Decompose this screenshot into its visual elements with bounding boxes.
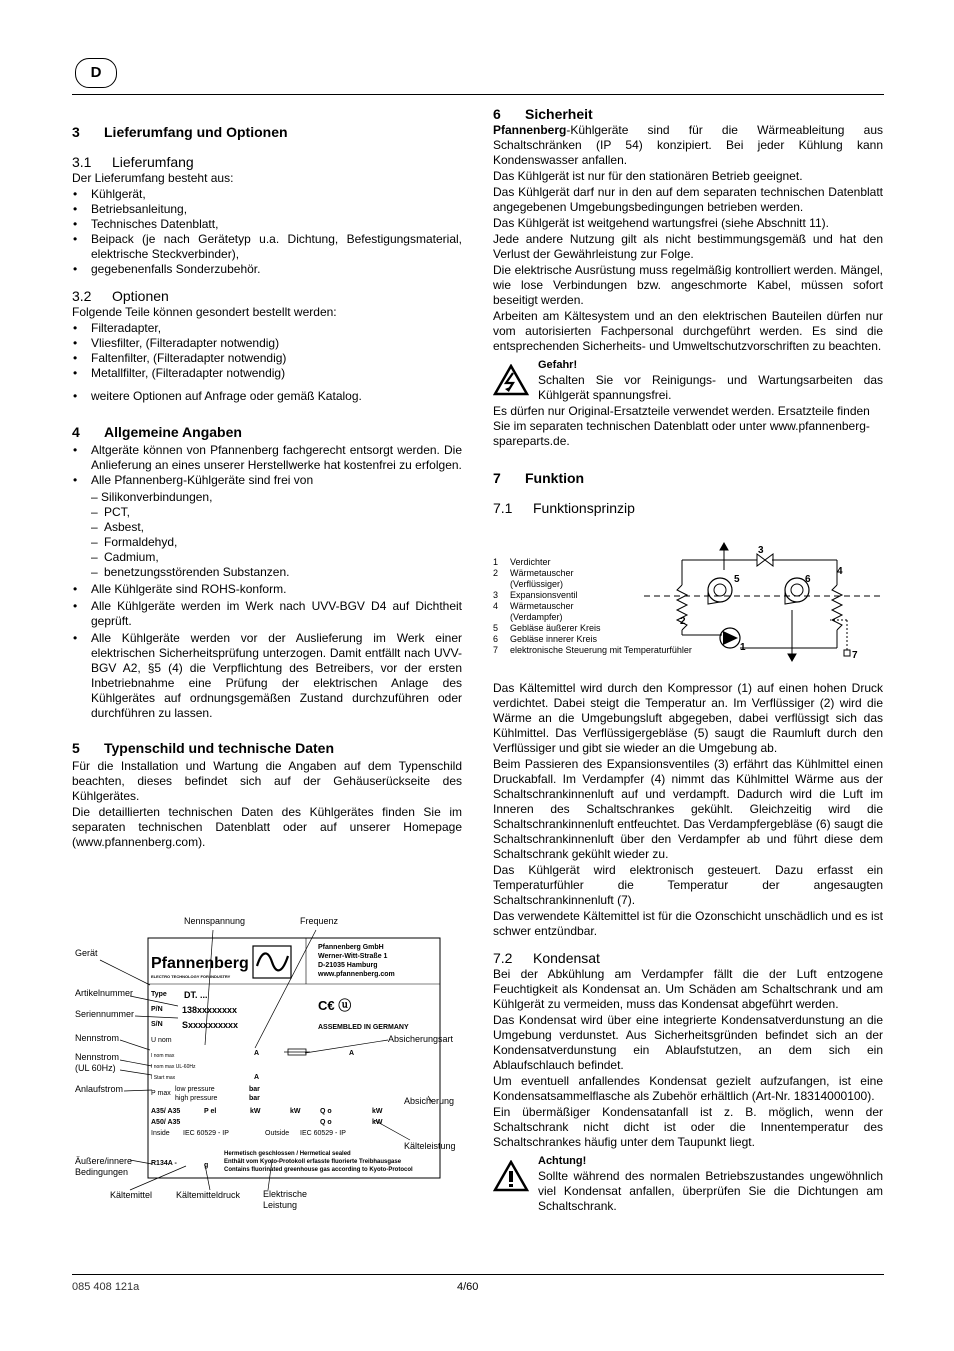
list-item: – PCT, <box>91 505 462 520</box>
section-3-2-heading: 3.2 Optionen <box>72 288 169 304</box>
plate-unit-a: A <box>254 1074 260 1081</box>
list-item: • Alle Kühlgeräte werden vor der Auslieferung im Werk einer elektrischen Sicherheitsprüfung unterzogen. Damit entfällt nach UVV-BGV A2, §5 (4) die Verpflichtung des Betreibers, vor der ersten Inbetriebnahme eine Prüfung der elektrischen Anlage des Kühlgerätes auf ordnungsgemäßen Zustand durchzuführen oder durchführen zu lassen. <box>72 631 462 721</box>
options-list <box>72 321 462 404</box>
section-5-heading: 5 Typenschild und technische Daten <box>72 740 335 756</box>
plate-type-value: DT. ... <box>184 990 208 1000</box>
plate-p-el: P el <box>204 1108 217 1115</box>
plate-high-pressure: high pressure <box>175 1095 218 1102</box>
callout-nennstrom: Nennstrom <box>75 1033 120 1043</box>
list-item: • Altgeräte können von Pfannenberg fachgerecht entsorgt werden. Die Anlieferung an eines unserer Herstellwerke hat kostenfrei zu erfolgen. <box>72 443 462 473</box>
plate-u-nom: U nom <box>151 1037 172 1044</box>
list-item: – Formaldehyd, <box>91 535 462 550</box>
plate-iec-outside: IEC 60529 - IP <box>300 1130 346 1137</box>
plate-company-line: www.pfannenberg.com <box>318 971 395 978</box>
plate-unit-kw: kW <box>290 1108 301 1115</box>
plate-unit-bar: bar <box>249 1086 260 1093</box>
callout-nennstrom-ul: Nennstrom (UL 60Hz) <box>75 1052 120 1073</box>
list-item: • Beipack (je nach Gerätetyp u.a. Dichtung, Befestigungsmaterial, elektrische Steckverbinder), <box>72 232 462 262</box>
section-6-paragraph: Es dürfen nur Original-Ersatzteile verwendet werden. Ersatzteile finden Sie im separaten technischen Datenblatt oder unter www.pfannenberg-spareparts.de. <box>493 404 870 448</box>
callout-geraet: Gerät <box>75 948 98 958</box>
section-6-paragraph: Das Kühlgerät ist weitgehend wartungsfrei (siehe Abschnitt 11). <box>493 216 829 230</box>
plate-hermetic: Contains fluorinated greenhouse gas according to Kyoto-Protocol <box>224 1167 413 1173</box>
plate-a35: A35/ A35 <box>151 1108 181 1115</box>
plate-g: g <box>204 1162 209 1169</box>
diagram-label-5: 5 <box>734 574 740 585</box>
warning-icon <box>493 1160 529 1192</box>
list-item: • Kühlgerät, <box>72 187 462 202</box>
general-info-list <box>72 443 462 505</box>
section-7-1-paragraph: Das Kältemittel wird durch den Kompressor (1) auf einen hohen Druck verdichtet. Dabei steigt die Temperatur an. Im Verflüssiger (2) wird die Wärme an die Umgebungsluft abgegeben, dabei verflüssigt sich das Kühlmittel. Das Verflüssigergebläse (5) saugt die Raumluft durch den Verflüssiger und gibt sie wieder an die Umgebung ab. <box>493 681 883 755</box>
plate-unit-a: A <box>254 1050 260 1057</box>
plate-inside: Inside <box>151 1130 170 1137</box>
legend-item: 6 Gebläse innerer Kreis <box>493 634 598 644</box>
section-7-2-paragraph: Bei der Abkühlung am Verdampfer fällt die der Luft entzogene Feuchtigkeit als Kondensat an. Um Schäden am Schaltschrank und am Kühlgerät zu vermeiden, muss das Kondensat abgeführt werden. <box>493 967 883 1011</box>
section-6-paragraph: Pfannenberg-Kühlgeräte sind für die Wärmeableitung aus Schaltschränken (IP 54) konzipiert. Bei jeder Kühlung kann Kondenswasser anfallen. <box>493 123 883 167</box>
plate-p-max: P max <box>151 1090 171 1097</box>
plate-assembled: ASSEMBLED IN GERMANY <box>318 1024 409 1031</box>
diagram-label-3: 3 <box>758 545 764 556</box>
section-7-2-heading: 7.2 Kondensat <box>493 950 600 966</box>
plate-company-line: Pfannenberg GmbH <box>318 944 384 951</box>
callout-kaelteleistung: Kälteleistung <box>404 1141 456 1151</box>
right-column-continued <box>493 681 883 1215</box>
caution-title: Achtung! <box>538 1155 587 1167</box>
section-3-2-intro: Folgende Teile können gesondert bestellt werden: <box>72 305 337 319</box>
diagram-label-4: 4 <box>837 566 843 577</box>
plate-unit-kw: kW <box>250 1108 261 1115</box>
legend-item: 4 Wärmetauscher (Verdampfer) <box>493 601 574 622</box>
plate-brand: Pfannenberg <box>151 955 249 972</box>
section-3-heading: 3 Lieferumfang und Optionen <box>72 124 288 140</box>
list-item: • Alle Kühlgeräte sind ROHS-konform. <box>72 582 462 597</box>
language-badge: D <box>75 58 117 88</box>
substances-list <box>72 505 462 580</box>
callout-seriennummer: Seriennummer <box>75 1009 135 1019</box>
plate-refrigerant: R134A - <box>151 1160 177 1167</box>
section-5-paragraph: Für die Installation und Wartung die Angaben auf dem Typenschild beachten, dieses befindet sich auf der Gehäuserückseite des Kühlgerätes. <box>72 759 462 803</box>
callout-absicherungsart: Absicherungsart <box>388 1034 454 1044</box>
legend-item: 7 elektronische Steuerung mit Temperaturfühler <box>493 645 692 655</box>
plate-brand-tagline: ELECTRO TECHNOLOGY FOR INDUSTRY <box>151 974 231 979</box>
caution-text: Sollte während des normalen Betriebszustandes ungewöhnlich viel Kondensat anfallen, überprüfen Sie die Dichtungen am Schaltschrank. <box>538 1169 883 1213</box>
plate-i-nom-max: I nom max <box>151 1053 175 1059</box>
plate-hermetic: Hermetisch geschlossen / Hermetical sealed <box>224 1151 351 1157</box>
sub-item: – Silikonverbindungen, <box>91 490 213 504</box>
section-7-2-paragraph: Das Kondensat wird über eine integrierte Kondensatverdunstung an die Umgebung verdunstet. Aus Sicherheitsgründen befindet sich an der Kondensatverdunstung ein Ablaufstutzen, an dem sich ein Ablaufschlauch befindet. <box>493 1013 883 1072</box>
plate-unit-bar: bar <box>249 1095 260 1102</box>
plate-pn-value: 138xxxxxxxx <box>182 1005 238 1015</box>
danger-note <box>493 358 883 404</box>
list-item: – benetzungsstörenden Substanzen. <box>91 565 462 580</box>
plate-hermetic: Enthält vom Kyoto-Protokoll erfasste fluorierte Treibhausgase <box>224 1159 402 1165</box>
list-item: • weitere Optionen auf Anfrage oder gemäß Katalog. <box>72 389 462 404</box>
section-3-1-intro: Der Lieferumfang besteht aus: <box>72 171 234 185</box>
section-6-paragraph: Arbeiten am Kältesystem und an den elektrischen Bauteilen dürfen nur vom autorisierten Fachpersonal durchgeführt werden. Es sind die entsprechenden Sicherheits- und Umweltschutzvorschriften zu beachten. <box>493 309 883 353</box>
plate-iec-inside: IEC 60529 - IP <box>183 1130 229 1137</box>
callout-bedingungen: Äußere/innere Bedingungen <box>75 1156 133 1177</box>
plate-unit-a: A <box>349 1050 355 1057</box>
legend-item: 1 Verdichter <box>493 557 551 567</box>
plate-type-label: Type <box>151 991 167 998</box>
electric-hazard-icon <box>493 364 529 396</box>
section-5-paragraph: Die detaillierten technischen Daten des Kühlgerätes finden Sie im separaten technischen Datenblatt oder auf unserer Homepage (www.pfannenberg.com). <box>72 805 462 849</box>
section-7-1-paragraph: Das Kühlgerät wird elektronisch gesteuert. Dazu erfasst ein Temperaturfühler die Temperatur der angesaugten Schaltschrankinnenluft (7). <box>493 863 883 907</box>
left-column <box>72 123 462 851</box>
section-7-heading: 7 Funktion <box>493 470 585 486</box>
plate-q-o: Q o <box>320 1119 332 1126</box>
danger-text: Schalten Sie vor Reinigungs- und Wartungsarbeiten das Kühlgerät spannungsfrei. <box>538 373 883 402</box>
section-6-paragraph: Das Kühlgerät ist nur für den stationären Betrieb geeignet. <box>493 169 803 183</box>
general-info-list-cont <box>72 582 462 721</box>
right-column <box>493 105 883 517</box>
plate-q-o: Q o <box>320 1108 332 1115</box>
plate-unit-kw: kW <box>372 1108 383 1115</box>
list-item: • Technisches Datenblatt, <box>72 217 462 232</box>
legend-item: 2 Wärmetauscher (Verflüssiger) <box>493 568 574 589</box>
callout-absicherung: Absicherung <box>404 1096 455 1106</box>
callout-kaeltemittel: Kältemittel <box>110 1190 153 1200</box>
list-item: – Asbest, <box>91 520 462 535</box>
diagram-label-7: 7 <box>852 650 858 661</box>
plate-company-line: Werner-Witt-Straße 1 <box>318 953 388 960</box>
legend-item: 5 Gebläse äußerer Kreis <box>493 623 601 633</box>
plate-i-nom-ul: I nom max UL-60Hz <box>151 1064 196 1070</box>
callout-artikelnummer: Artikelnummer <box>75 988 134 998</box>
plate-outside: Outside <box>265 1130 290 1137</box>
plate-i-start: I Start max <box>151 1075 176 1081</box>
section-4-heading: 4 Allgemeine Angaben <box>72 424 242 440</box>
callout-anlaufstrom: Anlaufstrom <box>75 1084 124 1094</box>
callout-elektrische-leistung: Elektrische Leistung <box>263 1189 308 1210</box>
diagram-label-6: 6 <box>805 574 811 585</box>
section-7-2-paragraph: Um eventuell anfallendes Kondensat gezielt aufzufangen, ist eine Kondensatsammelflasche als Zubehör erhältlich (Art-Nr. 18314000100). <box>493 1074 883 1103</box>
list-item: • Alle Kühlgeräte werden im Werk nach UVV-BGV D4 auf Dichtheit geprüft. <box>72 599 462 629</box>
refrigeration-cycle-diagram <box>642 540 882 680</box>
section-6-paragraph: Das Kühlgerät darf nur in den auf dem separaten technischen Datenblatt angegebenen Umgebungsbedingungen betrieben werden. <box>493 185 883 214</box>
footer-page-number: 4/60 <box>457 1281 479 1293</box>
list-item: • Vliesfilter, (Filteradapter notwendig) <box>72 336 462 351</box>
delivery-list <box>72 187 462 277</box>
list-item: • Faltenfilter, (Filteradapter notwendig) <box>72 351 462 366</box>
header-rule <box>72 94 884 95</box>
ce-ul-mark: C€ ⓤ <box>318 998 352 1013</box>
danger-title: Gefahr! <box>538 359 578 371</box>
section-7-2-paragraph: Ein übermäßiger Kondensatanfall ist z. B. möglich, wenn der Schaltschrank nicht dicht ist oder die Innentemperatur des Schaltschrankes häufig unter dem Taupunkt liegt. <box>493 1105 883 1149</box>
section-7-1-paragraph: Beim Passieren des Expansionsventiles (3) erfährt das Kühlmittel einen Druckabfall. Im Verdampfer (4) nimmt das Kühlmittel Wärme aus der Schaltschrankinnenluft auf und verdampft. Dadurch wird die Luft im Inneren des Schaltschrankes gekühlt. Gleichzeitig wird die Schaltschrankinnenluft entfeuchtet. Das Verdampfergebläse (6) saugt die Schaltschrankinnenluft über den Verdampfer ab und führt diese dem Schaltschrank gekühlt wieder zu. <box>493 757 883 861</box>
list-item: – Cadmium, <box>91 550 462 565</box>
footer-rule <box>72 1274 884 1275</box>
list-item: • Metallfilter, (Filteradapter notwendig) <box>72 366 462 381</box>
section-6-paragraph: Die elektrische Ausrüstung muss regelmäßig kontrolliert werden. Mängel, wie lose Verbindungen bzw. angeschmorte Kabel, müssen sofort beseitigt werden. <box>493 263 883 307</box>
plate-company-line: D-21035 Hamburg <box>318 962 378 969</box>
section-3-1-heading: 3.1 Lieferumfang <box>72 154 194 170</box>
plate-pn-label: P/N <box>151 1006 163 1013</box>
list-item: • gegebenenfalls Sonderzubehör. <box>72 262 462 277</box>
diagram-label-2: 2 <box>680 616 686 627</box>
caution-note <box>493 1154 883 1215</box>
callout-frequenz: Frequenz <box>300 916 339 926</box>
section-7-1-paragraph: Das verwendete Kältemittel ist für die Ozonschicht unschädlich und es ist schwer entzündbar. <box>493 909 883 938</box>
plate-sn-label: S/N <box>151 1021 163 1028</box>
list-item: • Filteradapter, <box>72 321 462 336</box>
legend-item: 3 Expansionsventil <box>493 590 578 600</box>
diagram-label-1: 1 <box>740 642 746 653</box>
section-6-heading: 6 Sicherheit <box>493 106 593 122</box>
list-item: • Betriebsanleitung, <box>72 202 462 217</box>
plate-a50: A50/ A35 <box>151 1119 181 1126</box>
list-item: • Alle Pfannenberg-Kühlgeräte sind frei von – Silikonverbindungen, <box>72 473 462 505</box>
plate-unit-kw: kW <box>372 1119 383 1126</box>
callout-kaeltemitteldruck: Kältemitteldruck <box>176 1190 241 1200</box>
plate-low-pressure: low pressure <box>175 1086 215 1093</box>
plate-sn-value: Sxxxxxxxxxx <box>182 1020 239 1030</box>
footer-doc-number: 085 408 121a <box>72 1281 140 1293</box>
section-6-paragraph: Jede andere Nutzung gilt als nicht bestimmungsgemäß und hat den Verlust der Gewährleistung zur Folge. <box>493 232 883 261</box>
section-7-1-heading: 7.1 Funktionsprinzip <box>493 500 635 516</box>
callout-nennspannung: Nennspannung <box>184 916 246 926</box>
